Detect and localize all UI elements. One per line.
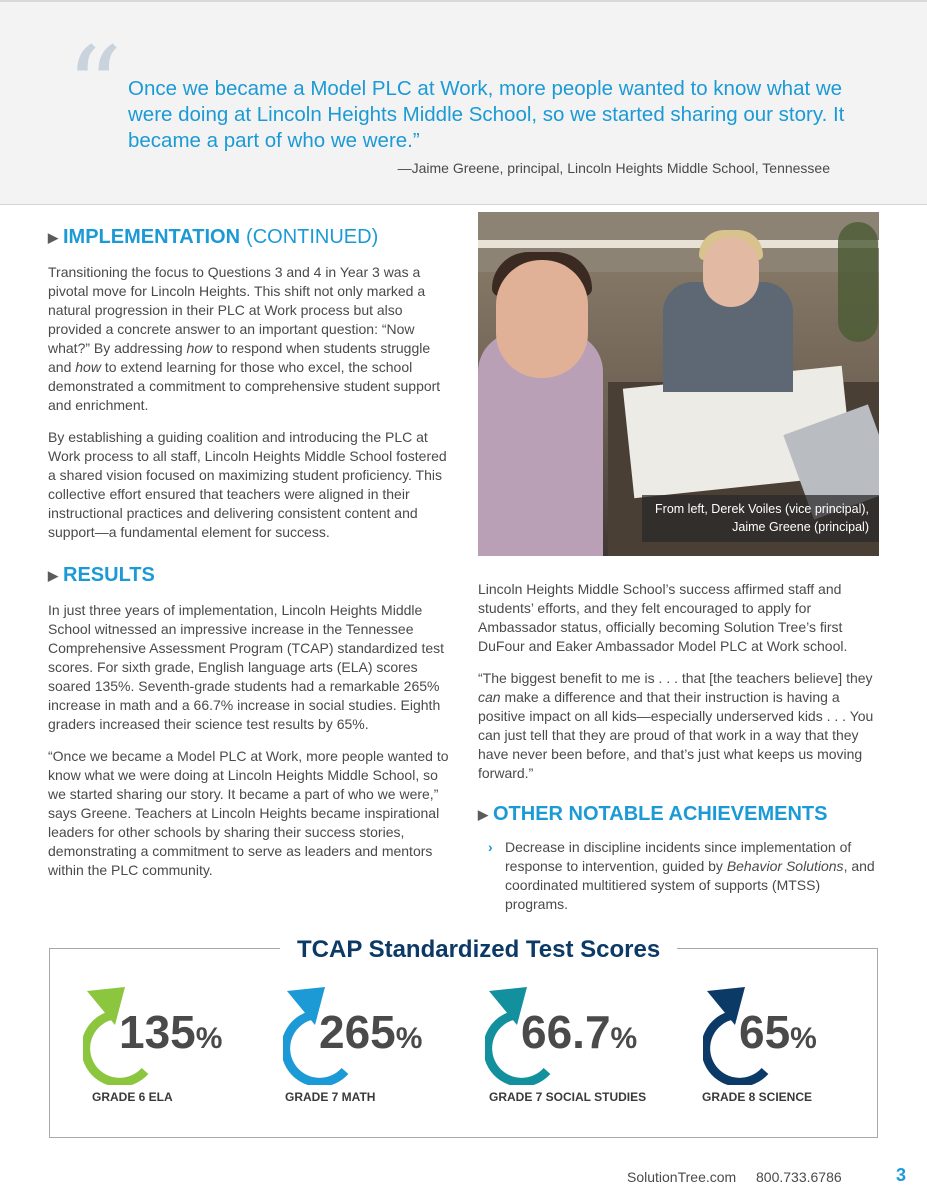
implementation-heading xyxy=(48,226,453,249)
stat-value xyxy=(319,1005,422,1059)
stat-value-number: 66.7 xyxy=(521,1006,611,1058)
left-column xyxy=(48,226,453,893)
implementation-paragraph-1: Transitioning the focus to Questions 3 and 4 in Year 3 was a pivotal move for Lincoln Heights. This shift not only marked a natural progression in their PLC at Work process but also provided a concrete answer to an important question: “Now what?” By addressing how to respond when students struggle and how to extend learning for those who excel, the school demonstrated a commitment to comprehensive student support and enrichment. xyxy=(48,264,441,413)
stat-value xyxy=(119,1005,222,1059)
stat-value xyxy=(739,1005,817,1059)
implementation-paragraph-2: By establishing a guiding coalition and introducing the PLC at Work process to all staff, Lincoln Heights Middle School fostered a shared vision focused on maximizing student proficiency. This collective effort ensured that teachers were aligned in their instructional practices and delivering consistent content and support—a fundamental element for success. xyxy=(48,429,447,540)
stat-value-percent: % xyxy=(790,1022,817,1055)
pull-quote-text: Once we became a Model PLC at Work, more people wanted to know what we were doing at Lincoln Heights Middle School, so we started sharing our story. It became a part of who we were.” xyxy=(128,77,845,152)
stat-label: GRADE 8 SCIENCE xyxy=(702,1090,813,1104)
photo-caption-line-2: Jaime Greene (principal) xyxy=(732,520,869,534)
stat-value-percent: % xyxy=(195,1022,223,1055)
stat-label: GRADE 7 SOCIAL STUDIES xyxy=(489,1090,647,1104)
chevron-right-icon: › xyxy=(488,839,493,855)
footer-phone: 800.733.6786 xyxy=(756,1169,842,1185)
implementation-heading-suffix: (CONTINUED) xyxy=(246,226,379,248)
pull-quote-band xyxy=(0,0,927,205)
stat-value-number: 135 xyxy=(119,1006,196,1058)
page-number: 3 xyxy=(896,1165,907,1185)
section-arrow-icon: ▶ xyxy=(48,229,58,245)
stat-value-number: 65 xyxy=(739,1006,791,1058)
tcap-title: TCAP Standardized Test Scores xyxy=(280,935,677,965)
quote-mark: “ xyxy=(66,23,123,151)
ambassador-paragraph: Lincoln Heights Middle School’s success affirmed staff and students’ efforts, and they felt encouraged to apply for Ambassador status, officially becoming Solution Tree’s first DuFour and Eaker Ambassador Model PLC at Work school. xyxy=(478,581,848,654)
right-column xyxy=(478,580,880,914)
list-item: › Decrease in discipline incidents since implementation of response to intervention, guided by Behavior Solutions, and coordinated multitiered system of supports (MTSS) programs. xyxy=(488,839,875,912)
section-arrow-icon: ▶ xyxy=(478,806,488,822)
achievements-heading-text: OTHER NOTABLE ACHIEVEMENTS xyxy=(493,803,828,825)
results-heading-text: RESULTS xyxy=(63,564,155,586)
stat-value-percent: % xyxy=(610,1022,638,1055)
stat-label: GRADE 7 MATH xyxy=(285,1090,376,1104)
stat-value xyxy=(521,1005,637,1059)
results-paragraph-1: In just three years of implementation, Lincoln Heights Middle School witnessed an impressive increase in the Tennessee Comprehensive Assessment Program (TCAP) standardized test scores. For sixth grade, English language arts (ELA) scores soared 135%. Seventh-grade students had a remarkable 265% increase in math and a 66.7% increase in social studies. Eighth graders increased their science test results by 65%. xyxy=(48,602,445,732)
stat-grade7-social-studies xyxy=(485,985,700,1115)
page-footer xyxy=(0,1165,927,1200)
stat-grade6-ela xyxy=(83,985,283,1115)
stat-grade8-science xyxy=(703,985,873,1115)
results-heading xyxy=(48,564,453,587)
photo-caption xyxy=(642,495,879,542)
stat-value-percent: % xyxy=(395,1022,423,1055)
stat-label: GRADE 6 ELA xyxy=(92,1090,173,1104)
stat-value-number: 265 xyxy=(319,1006,396,1058)
results-paragraph-2: “Once we became a Model PLC at Work, more people wanted to know what we were doing at Lincoln Heights Middle School, so we started sharing our story. It became a part of who we were,” says Greene. Teachers at Lincoln Heights became inspirational leaders for other schools by sharing their success stories, demonstrating a commitment to serve as leaders and mentors within the PLC community. xyxy=(48,748,449,878)
photo-caption-line-1: From left, Derek Voiles (vice principal), xyxy=(655,502,869,516)
stat-grade7-math xyxy=(283,985,483,1115)
section-arrow-icon: ▶ xyxy=(48,567,58,583)
pull-quote-attribution: —Jaime Greene, principal, Lincoln Heights Middle School, Tennessee xyxy=(397,160,830,176)
achievements-heading xyxy=(478,803,880,826)
implementation-heading-text: IMPLEMENTATION xyxy=(63,226,241,248)
achievements-list xyxy=(478,838,880,914)
footer-website[interactable]: SolutionTree.com xyxy=(627,1169,737,1185)
photo-principals xyxy=(478,212,879,556)
greene-quote-paragraph: “The biggest benefit to me is . . . that [the teachers believe] they can make a difference and that their instruction is having a positive impact on all kids—especially underserved kids . . . You can just tell that they are proud of that work in a way that they have never been before, and that’s just what keeps us moving forward.” xyxy=(478,670,874,781)
